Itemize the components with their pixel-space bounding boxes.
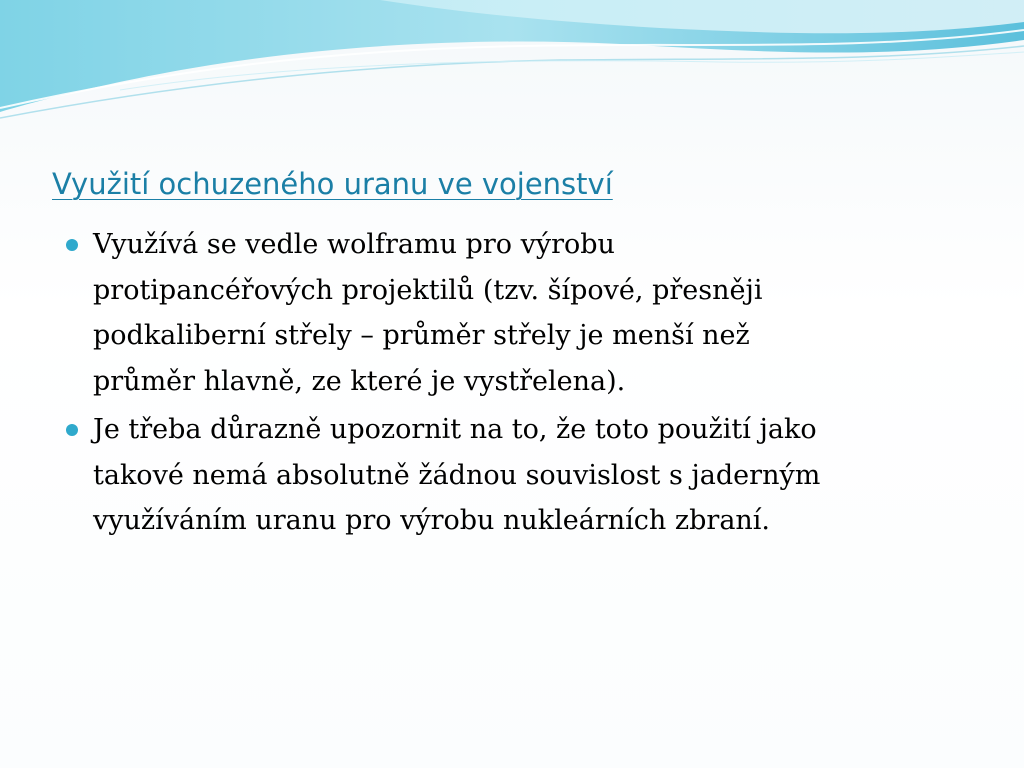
- bullet-dot-icon: [66, 424, 78, 436]
- bullet-text-line: Využívá se vedle wolframu pro výrobu: [93, 229, 615, 260]
- bullet-list: [66, 222, 966, 547]
- bullet-item: [66, 222, 966, 404]
- bullet-text-line: průměr hlavně, ze které je vystřelena).: [93, 365, 626, 397]
- bullet-item: [66, 407, 966, 544]
- bullet-dot-icon: [66, 239, 78, 251]
- bullet-text-line: využíváním uranu pro výrobu nukleárních zbraní.: [93, 505, 771, 536]
- bullet-text-line: takové nemá absolutně žádnou souvislost s jaderným: [93, 459, 821, 491]
- decorative-wave-header: [0, 0, 1024, 130]
- bullet-text-line: protipancéřových projektilů (tzv. šípové, přesněji: [93, 274, 763, 306]
- slide-title: Využití ochuzeného uranu ve vojenství: [52, 167, 613, 201]
- bullet-text-line: podkaliberní střely – průměr střely je menší než: [93, 320, 750, 351]
- bullet-text-line: Je třeba důrazně upozornit na to, že toto použití jako: [93, 414, 817, 445]
